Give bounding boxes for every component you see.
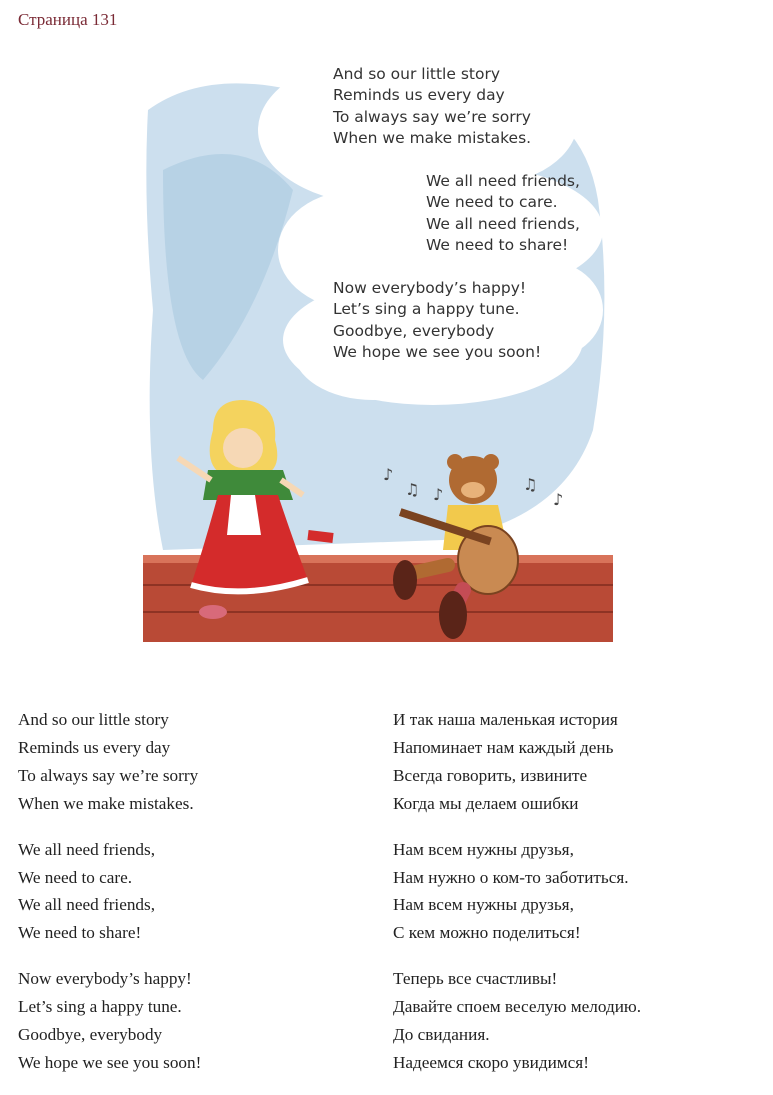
lyric-line: Let’s sing a happy tune.	[18, 997, 182, 1017]
bubble-line: We need to share!	[426, 235, 569, 254]
lyric-line: We all need friends,	[18, 895, 156, 915]
lyric-line: We hope we see you soon!	[18, 1052, 202, 1072]
svg-text:♪: ♪	[553, 490, 564, 509]
english-lyrics	[18, 706, 201, 1095]
english-stanza-1	[18, 706, 201, 818]
lyric-line: Goodbye, everybody	[18, 1025, 163, 1045]
svg-text:♪: ♪	[433, 485, 444, 504]
translation-line: С кем можно поделиться!	[393, 923, 581, 943]
bubble-line: And so our little story	[333, 65, 501, 83]
translation-line: Теперь все счастливы!	[393, 969, 558, 989]
russian-translation	[393, 706, 641, 1095]
russian-stanza-1	[393, 706, 641, 818]
translation-line: Всегда говорить, извините	[393, 765, 588, 785]
bubble-line: We need to care.	[426, 193, 558, 212]
bubble-line: We all need friends,	[426, 214, 580, 233]
translation-line: Когда мы делаем ошибки	[393, 793, 579, 813]
lyric-line: To always say we’re sorry	[18, 765, 199, 785]
translation-line: Надеемся скоро увидимся!	[393, 1052, 589, 1072]
lyric-line: Reminds us every day	[18, 737, 171, 757]
lyric-line: Now everybody’s happy!	[18, 969, 192, 989]
bubble-line: To always say we’re sorry	[333, 107, 531, 126]
translation-line: До свидания.	[393, 1025, 490, 1045]
bubble-line: Goodbye, everybody	[333, 321, 495, 340]
svg-text:♪: ♪	[383, 465, 394, 484]
lyric-line: When we make mistakes.	[18, 793, 194, 813]
bubble-line: Reminds us every day	[333, 86, 505, 105]
bubble-stanza-2	[426, 171, 580, 256]
translation-line: И так наша маленькая история	[393, 710, 618, 729]
svg-text:♫: ♫	[405, 480, 420, 499]
bubble-line: When we make mistakes.	[333, 128, 532, 147]
translation-line: Давайте споем веселую мелодию.	[393, 997, 642, 1017]
english-stanza-3	[18, 965, 201, 1077]
bubble-line: We hope we see you soon!	[333, 342, 542, 361]
bubble-stanza-1	[333, 64, 531, 149]
lyric-line: We need to share!	[18, 923, 142, 943]
translation-line: Напоминает нам каждый день	[393, 737, 614, 757]
bubble-stanza-3	[333, 278, 541, 363]
russian-stanza-3	[393, 965, 641, 1077]
bubble-line: Let’s sing a happy tune.	[333, 300, 520, 319]
lyric-line: And so our little story	[18, 710, 169, 729]
english-stanza-2	[18, 836, 201, 948]
page-label: Страница 131	[18, 10, 118, 29]
bubble-line: We all need friends,	[426, 172, 580, 190]
translation-line: Нам всем нужны друзья,	[393, 839, 574, 859]
translation-line: Нам всем нужны друзья,	[393, 895, 574, 915]
lyric-line: We all need friends,	[18, 839, 156, 859]
translation-line: Нам нужно о ком-то заботиться.	[393, 867, 629, 887]
russian-stanza-2	[393, 836, 641, 948]
lyric-line: We need to care.	[18, 867, 133, 887]
svg-text:♫: ♫	[523, 475, 538, 494]
bubble-line: Now everybody’s happy!	[333, 279, 527, 297]
